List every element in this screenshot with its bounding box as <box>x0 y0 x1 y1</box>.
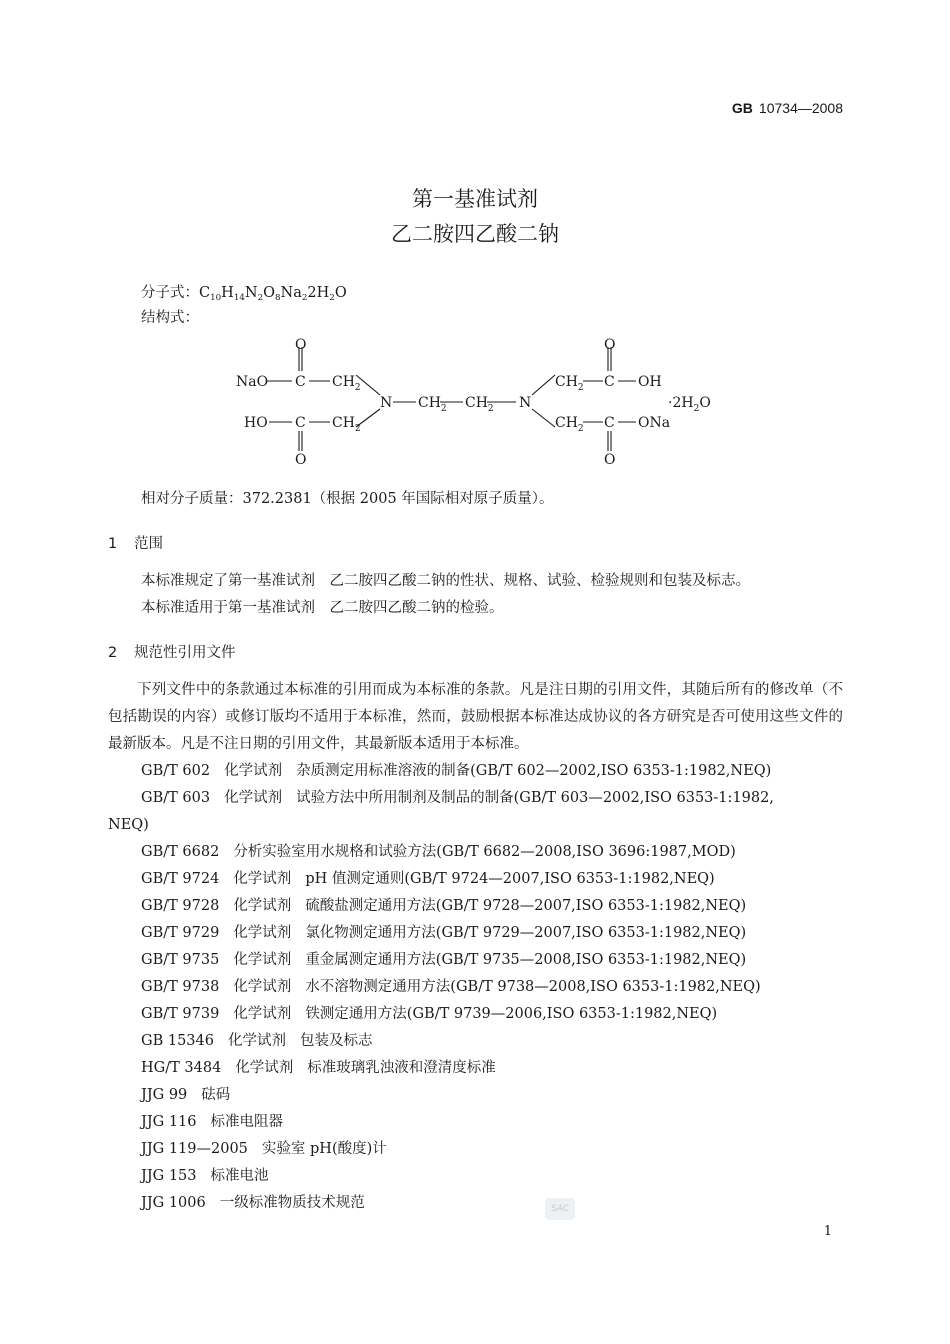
reference-item <box>141 1163 269 1190</box>
atom-c-bot-left: C <box>295 415 306 431</box>
reference-item <box>141 920 746 947</box>
reference-title: 重金属测定通用方法(GB/T 9735—2008,ISO 6353-1:1982,NEQ) <box>305 952 747 968</box>
section-title: 范围 <box>134 536 163 552</box>
reference-title: 一级标准物质技术规范 <box>219 1195 365 1211</box>
reference-code: GB/T 9738 <box>141 979 220 995</box>
reference-title: 标准玻璃乳浊液和澄清度标准 <box>307 1060 496 1076</box>
reference-code: GB/T 9739 <box>141 1006 220 1022</box>
reference-category: 化学试剂 <box>224 763 283 779</box>
group-ch2-top-right: $CH_2$ <box>555 374 584 393</box>
reference-item <box>141 1055 496 1082</box>
group-ch2-bot-right: $CH_2$ <box>555 415 584 434</box>
atom-c-top-left: C <box>295 374 306 390</box>
reference-item <box>141 1136 387 1163</box>
atom-o-top-left: O <box>295 337 307 353</box>
reference-item <box>141 785 774 812</box>
reference-code: JJG 116 <box>141 1114 197 1130</box>
reference-code: JJG 1006 <box>141 1195 206 1211</box>
reference-title: 砝码 <box>201 1087 231 1103</box>
reference-code: GB 15346 <box>141 1033 214 1049</box>
reference-item <box>141 1190 365 1217</box>
reference-item <box>141 839 736 866</box>
formula-value: $C_{10}H_{14}N_2O_8Na_22H_2O$ <box>199 285 347 303</box>
page-number: 1 <box>823 1224 832 1239</box>
reference-title: 实验室 pH(酸度)计 <box>261 1141 387 1157</box>
atom-c-top-right: C <box>604 374 615 390</box>
reference-code: JJG 153 <box>141 1168 197 1184</box>
reference-title: 铁测定通用方法(GB/T 9739—2006,ISO 6353-1:1982,NEQ) <box>305 1006 718 1022</box>
group-ch2-mid-2: $CH_2$ <box>465 395 494 414</box>
reference-category: 化学试剂 <box>235 1060 294 1076</box>
atom-o-bot-left: O <box>295 452 307 468</box>
reference-code: GB/T 9729 <box>141 925 220 941</box>
reference-item <box>141 893 746 920</box>
standard-number: 10734—2008 <box>758 100 843 116</box>
section-number: 2 <box>108 645 118 661</box>
reference-title: 试验方法中所用制剂及制品的制备(GB/T 603—2002,ISO 6353-1:1982, <box>296 790 774 806</box>
title-line-2: 乙二胺四乙酸二钠 <box>391 222 559 246</box>
reference-item <box>141 1028 372 1055</box>
atom-o-top-right: O <box>604 337 616 353</box>
reference-item <box>141 1082 230 1109</box>
reference-category: 化学试剂 <box>233 979 292 995</box>
reference-title: 水不溶物测定通用方法(GB/T 9738—2008,ISO 6353-1:1982,NEQ) <box>305 979 761 995</box>
reference-title: 分析实验室用水规格和试验方法(GB/T 6682—2008,ISO 3696:1987,MOD) <box>233 844 736 860</box>
reference-item <box>141 974 761 1001</box>
formula-label: 分子式： <box>141 285 199 301</box>
reference-item <box>141 866 715 893</box>
reference-code: GB/T 9724 <box>141 871 220 887</box>
scope-paragraph-1: 本标准规定了第一基准试剂 乙二胺四乙酸二钠的性状、规格、试验、检验规则和包装及标志。 <box>141 573 750 589</box>
group-ch2-bot-left: $CH_2$ <box>332 415 361 434</box>
reference-code: GB/T 9735 <box>141 952 220 968</box>
relative-molecular-mass: 相对分子质量：372.2381（根据 2005 年国际相对原子质量）。 <box>141 491 554 507</box>
reference-title: 硫酸盐测定通用方法(GB/T 9728—2007,ISO 6353-1:1982,NEQ) <box>305 898 747 914</box>
reference-code: GB/T 6682 <box>141 844 220 860</box>
reference-item <box>141 947 746 974</box>
atom-ho: HO <box>244 415 268 431</box>
structural-formula-diagram <box>230 333 720 468</box>
group-ch2-top-left: $CH_2$ <box>332 374 361 393</box>
reference-category: 化学试剂 <box>233 1006 292 1022</box>
reference-title: 标准电阻器 <box>210 1114 283 1130</box>
reference-category: 化学试剂 <box>233 925 292 941</box>
reference-category: 化学试剂 <box>227 1033 286 1049</box>
reference-code: GB/T 602 <box>141 763 211 779</box>
hydrate-label: $\cdot 2H_2O$ <box>668 395 711 414</box>
reference-title: pH 值测定通则(GB/T 9724—2007,ISO 6353-1:1982,NEQ) <box>305 871 715 887</box>
reference-continuation: NEQ) <box>108 817 149 833</box>
atom-n-left: N <box>380 395 393 411</box>
atom-c-bot-right: C <box>604 415 615 431</box>
reference-item <box>141 1109 283 1136</box>
section-title: 规范性引用文件 <box>134 645 236 661</box>
reference-code: HG/T 3484 <box>141 1060 222 1076</box>
title-line-1: 第一基准试剂 <box>412 187 538 211</box>
standard-code <box>732 100 843 116</box>
reference-category: 化学试剂 <box>224 790 283 806</box>
reference-category: 化学试剂 <box>233 871 292 887</box>
reference-code: JJG 99 <box>141 1087 188 1103</box>
reference-title: 包装及标志 <box>299 1033 373 1049</box>
standard-prefix: GB <box>731 100 753 116</box>
reference-code: GB/T 9728 <box>141 898 220 914</box>
atom-o-bot-right: O <box>604 452 616 468</box>
atom-ona: ONa <box>638 415 671 431</box>
reference-category: 化学试剂 <box>233 898 292 914</box>
scope-paragraph-2: 本标准适用于第一基准试剂 乙二胺四乙酸二钠的检验。 <box>141 600 504 616</box>
section-2-heading <box>108 641 236 662</box>
reference-title: 杂质测定用标准溶液的制备(GB/T 602—2002,ISO 6353-1:1982,NEQ) <box>296 763 772 779</box>
reference-title: 氯化物测定通用方法(GB/T 9729—2007,ISO 6353-1:1982,NEQ) <box>305 925 747 941</box>
atom-oh: OH <box>638 374 662 390</box>
reference-title: 标准电池 <box>210 1168 269 1184</box>
sac-stamp-logo: SAC <box>545 1198 575 1220</box>
group-ch2-mid-1: $CH_2$ <box>418 395 447 414</box>
references-intro: 下列文件中的条款通过本标准的引用而成为本标准的条款。凡是注日期的引用文件，其随后所有的修改单（不包括勘误的内容）或修订版均不适用于本标准，然而，鼓励根据本标准达成协议的各方研究是否可使用这些文件的最新版本。凡是不注日期的引用文件，其最新版本适用于本标准。 <box>108 682 843 752</box>
atom-nao: NaO <box>236 374 269 390</box>
reference-code: GB/T 603 <box>141 790 211 806</box>
reference-category: 化学试剂 <box>233 952 292 968</box>
section-1-heading <box>108 532 163 553</box>
reference-item <box>141 1001 717 1028</box>
reference-item <box>141 758 771 785</box>
structure-label: 结构式： <box>141 310 199 326</box>
atom-n-right: N <box>519 395 532 411</box>
reference-code: JJG 119—2005 <box>141 1141 248 1157</box>
section-number: 1 <box>108 536 118 552</box>
